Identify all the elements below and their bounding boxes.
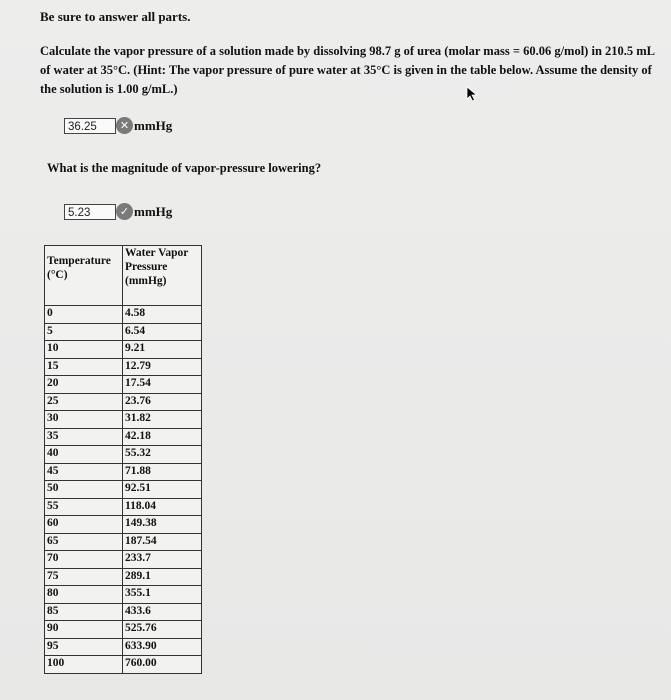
table-row	[45, 638, 202, 656]
temperature-cell: 30	[45, 411, 123, 429]
answer-2-input[interactable]: 5.23	[64, 204, 116, 220]
temperature-cell: 65	[45, 533, 123, 551]
table-header-row	[45, 246, 202, 306]
header-line: (mmHg)	[125, 275, 167, 287]
answer-1-row	[64, 117, 172, 134]
table-row	[45, 516, 202, 534]
answer-1-input[interactable]: 36.25	[64, 118, 116, 134]
temperature-cell: 95	[45, 638, 123, 656]
table-row	[45, 393, 202, 411]
table-row	[45, 481, 202, 499]
pressure-cell: 42.18	[123, 428, 202, 446]
table-row	[45, 306, 202, 324]
temperature-header	[45, 246, 123, 306]
table-row	[45, 568, 202, 586]
temperature-cell: 15	[45, 358, 123, 376]
incorrect-x-icon: ✕	[116, 117, 133, 134]
pressure-cell: 187.54	[123, 533, 202, 551]
temperature-cell: 70	[45, 551, 123, 569]
pressure-cell: 55.32	[123, 446, 202, 464]
pressure-cell: 17.54	[123, 376, 202, 394]
table-row	[45, 428, 202, 446]
temperature-cell: 100	[45, 656, 123, 674]
temperature-cell: 85	[45, 603, 123, 621]
pressure-cell: 355.1	[123, 586, 202, 604]
pressure-cell: 233.7	[123, 551, 202, 569]
table-row	[45, 656, 202, 674]
table-row	[45, 586, 202, 604]
correct-check-icon: ✓	[116, 203, 133, 220]
table-row	[45, 411, 202, 429]
mouse-pointer-icon	[466, 86, 478, 102]
answer-1-unit: mmHg	[134, 117, 173, 133]
temperature-cell: 25	[45, 393, 123, 411]
temperature-cell: 35	[45, 428, 123, 446]
table-row	[45, 603, 202, 621]
question-2-text: What is the magnitude of vapor-pressure lowering?	[47, 161, 322, 175]
temperature-cell: 5	[45, 323, 123, 341]
pressure-cell: 71.88	[123, 463, 202, 481]
temperature-cell: 90	[45, 621, 123, 639]
instruction-text: Be sure to answer all parts.	[40, 9, 191, 24]
pressure-cell: 4.58	[123, 306, 202, 324]
pressure-cell: 31.82	[123, 411, 202, 429]
table-row	[45, 551, 202, 569]
pressure-cell: 118.04	[123, 498, 202, 516]
table-row	[45, 533, 202, 551]
answer-2-row	[64, 203, 172, 220]
table-row	[45, 341, 202, 359]
pressure-cell: 433.6	[123, 603, 202, 621]
temperature-cell: 20	[45, 376, 123, 394]
table-row	[45, 358, 202, 376]
header-line: Water Vapor	[125, 247, 189, 259]
table-row	[45, 463, 202, 481]
header-line: Pressure	[125, 261, 168, 273]
pressure-cell: 149.38	[123, 516, 202, 534]
temperature-cell: 45	[45, 463, 123, 481]
pressure-cell: 23.76	[123, 393, 202, 411]
pressure-cell: 6.54	[123, 323, 202, 341]
temperature-cell: 75	[45, 568, 123, 586]
table-row	[45, 376, 202, 394]
vapor-pressure-table	[44, 245, 202, 674]
temperature-cell: 40	[45, 446, 123, 464]
header-line: Temperature	[47, 255, 111, 267]
table-row	[45, 446, 202, 464]
pressure-cell: 12.79	[123, 358, 202, 376]
pressure-header	[123, 246, 202, 306]
temperature-cell: 55	[45, 498, 123, 516]
temperature-cell: 60	[45, 516, 123, 534]
table-row	[45, 621, 202, 639]
question-text: Calculate the vapor pressure of a solution made by dissolving 98.7 g of urea (molar mass = 60.06 g/mol) in 210.5 mL of water at 35°C. (Hint: The vapor pressure of pure water at 35°C is given in the table below. Assume the density of the solution is 1.00 g/mL.)	[40, 44, 655, 96]
pressure-cell: 633.90	[123, 638, 202, 656]
temperature-cell: 10	[45, 341, 123, 359]
pressure-cell: 760.00	[123, 656, 202, 674]
table-row	[45, 323, 202, 341]
pressure-cell: 289.1	[123, 568, 202, 586]
temperature-cell: 80	[45, 586, 123, 604]
temperature-cell: 0	[45, 306, 123, 324]
table-body	[45, 306, 202, 674]
pressure-cell: 525.76	[123, 621, 202, 639]
pressure-cell: 92.51	[123, 481, 202, 499]
table-row	[45, 498, 202, 516]
header-line: (°C)	[47, 269, 68, 281]
pressure-cell: 9.21	[123, 341, 202, 359]
temperature-cell: 50	[45, 481, 123, 499]
answer-2-unit: mmHg	[134, 203, 173, 219]
